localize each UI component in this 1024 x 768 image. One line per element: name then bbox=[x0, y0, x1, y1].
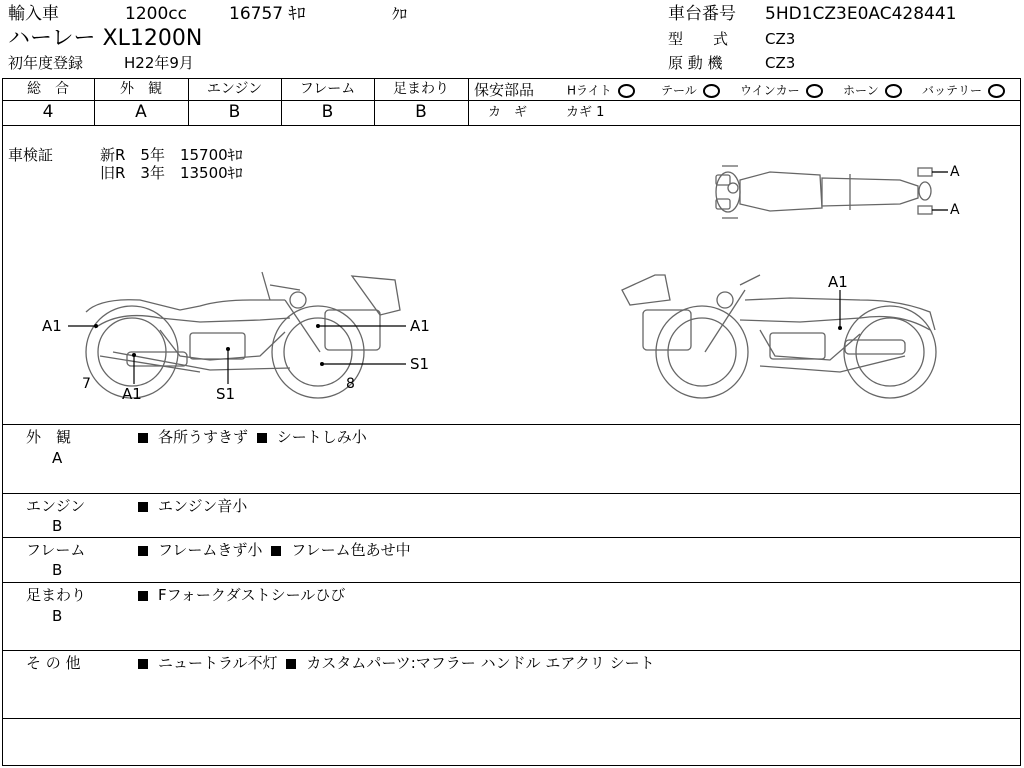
grade-engine-value: B bbox=[228, 102, 241, 122]
top-view-tank bbox=[740, 172, 822, 211]
remark-items: 各所うすきず シートしみ小 bbox=[138, 430, 367, 445]
damage-label: A1 bbox=[828, 273, 848, 291]
grade-frame-label: フレーム bbox=[299, 81, 356, 97]
bullet-icon bbox=[138, 433, 148, 443]
safety-horn: ホーン bbox=[843, 84, 902, 98]
grade-engine-label: エンジン bbox=[206, 81, 263, 97]
grade-exterior-label: 外 観 bbox=[120, 81, 162, 97]
top-view-seat bbox=[822, 178, 918, 206]
bullet-icon bbox=[286, 659, 296, 669]
first-reg-value: H22年9月 bbox=[124, 54, 194, 72]
remark-category: そ の 他 bbox=[26, 654, 81, 672]
import-label: 輸入車 bbox=[8, 4, 59, 24]
remarks-divider bbox=[2, 650, 1021, 651]
displacement: 1200cc bbox=[125, 4, 187, 24]
grade-exterior-value: A bbox=[135, 102, 147, 122]
engine-label: 原 動 機 bbox=[668, 54, 723, 72]
grade-suspension-value: B bbox=[415, 102, 427, 122]
bullet-icon bbox=[138, 591, 148, 601]
remark-grade: B bbox=[52, 517, 63, 535]
maker-model: ハーレー XL1200N bbox=[8, 26, 203, 51]
first-reg-label: 初年度登録 bbox=[8, 54, 84, 72]
remark-grade: A bbox=[52, 449, 63, 467]
safety-taillight: テール bbox=[661, 84, 720, 98]
bullet-icon bbox=[138, 546, 148, 556]
remark-grade: B bbox=[52, 561, 63, 579]
grade-overall-label: 総 合 bbox=[27, 81, 69, 97]
inspection-new: 新R 5年 15700ｷﾛ bbox=[100, 146, 243, 164]
remark-category: 足まわり bbox=[26, 586, 87, 604]
remarks-divider bbox=[2, 718, 1021, 719]
mileage: 16757 ｷﾛ bbox=[229, 4, 306, 24]
remark-items: Fフォークダストシールひび bbox=[138, 588, 345, 603]
safety-winker: ウインカー bbox=[740, 84, 823, 98]
type-value: CZ3 bbox=[765, 30, 796, 48]
engine-value: CZ3 bbox=[765, 54, 796, 72]
right-side-view bbox=[622, 275, 936, 398]
bullet-icon bbox=[271, 546, 281, 556]
safety-headlight: Hライト bbox=[567, 84, 635, 98]
chassis-number: 5HD1CZ3E0AC428441 bbox=[765, 4, 957, 24]
damage-label: S1 bbox=[216, 385, 236, 403]
remarks-divider bbox=[2, 582, 1021, 583]
remark-category: エンジン bbox=[26, 497, 86, 515]
key-value: カギ 1 bbox=[566, 105, 605, 120]
remark-category: 外 観 bbox=[26, 428, 72, 446]
bullet-icon bbox=[257, 433, 267, 443]
inspection-label: 車検証 bbox=[8, 146, 54, 164]
damage-label: A bbox=[950, 202, 960, 218]
type-label: 型 式 bbox=[668, 30, 729, 48]
damage-label: A bbox=[950, 164, 960, 180]
remark-grade: B bbox=[52, 607, 63, 625]
damage-label: A1 bbox=[410, 317, 430, 335]
bullet-icon bbox=[138, 502, 148, 512]
safety-battery: バッテリー bbox=[922, 84, 1005, 98]
grade-overall-value: 4 bbox=[42, 102, 54, 122]
damage-label: A1 bbox=[42, 317, 62, 335]
inspection-old: 旧R 3年 13500ｷﾛ bbox=[100, 164, 243, 182]
safety-label: 保安部品 bbox=[474, 81, 535, 99]
key-label: カ ギ bbox=[488, 105, 528, 120]
remarks-divider bbox=[2, 493, 1021, 494]
grade-suspension-label: 足まわり bbox=[393, 81, 449, 97]
remark-items: フレームきず小 フレーム色あせ中 bbox=[138, 543, 411, 558]
damage-label: A1 bbox=[122, 385, 142, 403]
damage-label: S1 bbox=[410, 355, 430, 373]
remark-items: エンジン音小 bbox=[138, 499, 247, 514]
chassis-label: 車台番号 bbox=[668, 4, 736, 24]
remark-category: フレーム bbox=[26, 541, 86, 559]
remarks-divider bbox=[2, 424, 1021, 425]
rear-tire-tread: 8 bbox=[346, 376, 355, 392]
front-tire-tread: 7 bbox=[82, 376, 91, 392]
grade-frame-value: B bbox=[321, 102, 334, 122]
color: ｸﾛ bbox=[392, 5, 408, 23]
remark-items: ニュートラル不灯 カスタムパーツ:マフラー ハンドル エアクリ シート bbox=[138, 656, 655, 671]
bullet-icon bbox=[138, 659, 148, 669]
remarks-divider bbox=[2, 537, 1021, 538]
